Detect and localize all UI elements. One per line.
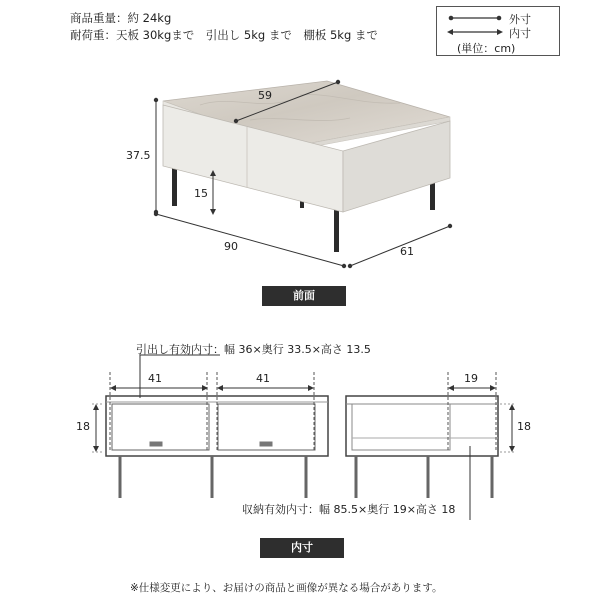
legend-outer-label: 外寸 — [509, 13, 531, 26]
legend-unit-label: (単位：cm) — [457, 42, 516, 55]
coffee-table-illustration — [163, 81, 450, 252]
dim-drawer-right: 41 — [256, 372, 270, 385]
inner-front-drawing — [106, 372, 328, 498]
dim-side-inner-height: 18 — [517, 420, 531, 433]
dim-side-depth: 19 — [464, 372, 478, 385]
dim-drawer-left: 41 — [148, 372, 162, 385]
load-capacity: 耐荷重：天板 30kgまで 引出し 5kg まで 棚板 5kg まで — [70, 28, 378, 42]
dim-width: 90 — [224, 240, 238, 253]
dim-height: 37.5 — [126, 149, 151, 162]
dim-front-inner-height: 18 — [76, 420, 90, 433]
drawer-inner-spec: 引出し有効内寸：幅 36×奥行 33.5×高さ 13.5 — [136, 343, 371, 356]
dim-depth: 61 — [400, 245, 414, 258]
storage-inner-spec: 収納有効内寸：幅 85.5×奥行 19×高さ 18 — [242, 503, 456, 516]
inner-side-drawing — [346, 372, 498, 498]
inner-view-badge: 内寸 — [260, 538, 344, 558]
footer-note: ※仕様変更により、お届けの商品と画像が異なる場合があります。 — [130, 582, 443, 594]
legend-inner-label: 内寸 — [509, 27, 531, 40]
front-view-badge: 前面 — [262, 286, 346, 306]
dim-top-depth: 59 — [258, 89, 272, 102]
product-weight: 商品重量：約 24kg — [70, 11, 172, 25]
dim-leg-clearance: 15 — [194, 187, 208, 200]
